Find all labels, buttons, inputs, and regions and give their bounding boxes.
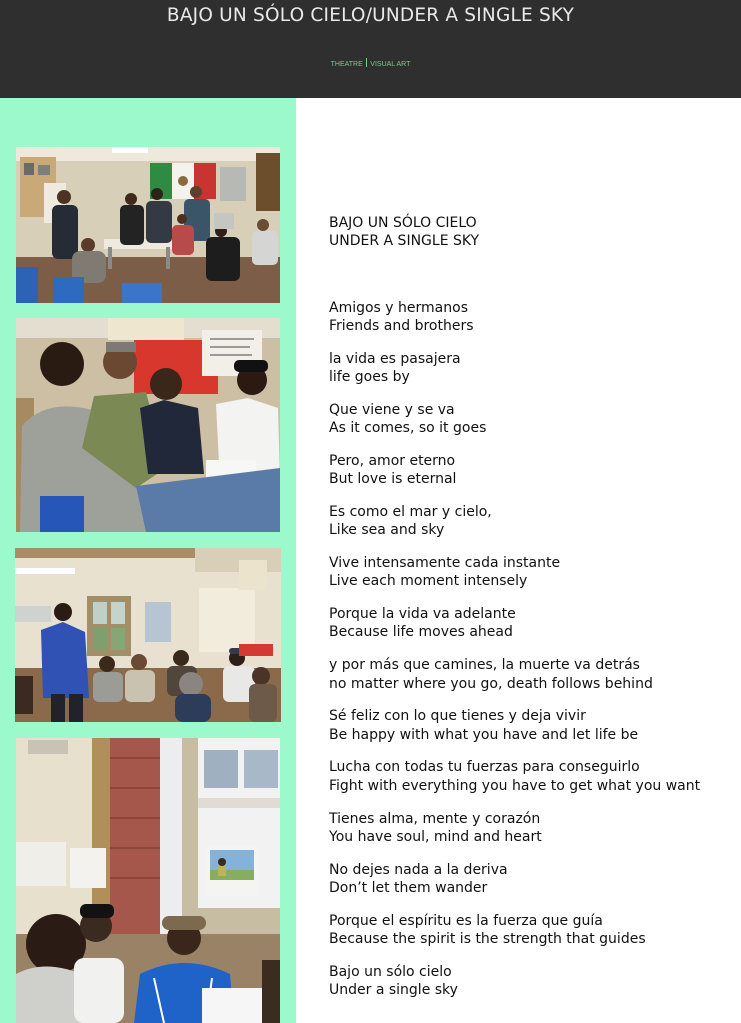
stanza: [329, 810, 709, 847]
poem-title-spanish: BAJO UN SÓLO CIELO: [329, 215, 477, 231]
stanza-line-spanish: Bajo un sólo cielo: [329, 963, 452, 980]
stanza: [329, 401, 709, 438]
stanza: [329, 758, 709, 795]
poem-title-english: UNDER A SINGLE SKY: [329, 233, 480, 250]
stanza-line-english: But love is eternal: [329, 471, 457, 488]
site-title: BAJO UN SÓLO CIELO/UNDER A SINGLE SKY: [166, 5, 575, 26]
gallery-photo-1[interactable]: [16, 147, 280, 303]
stanza-line-english: As it comes, so it goes: [329, 420, 487, 437]
stanza-line-spanish: Tienes alma, mente y corazón: [329, 810, 541, 827]
stanza-line-spanish: Porque el espíritu es la fuerza que guía: [329, 912, 603, 929]
photo-gallery: [0, 98, 296, 1023]
stanza: [329, 912, 709, 949]
stanza-line-spanish: la vida es pasajera: [329, 350, 461, 367]
stanza-line-english: Fight with everything you have to get what you want: [329, 777, 701, 794]
stanza-line-english: Because the spirit is the strength that guides: [329, 931, 646, 948]
stanza-line-spanish: Pero, amor eterno: [329, 452, 456, 469]
stanza-line-spanish: Amigos y hermanos: [329, 299, 468, 316]
stanza-line-english: no matter where you go, death follows behind: [329, 675, 653, 692]
stanza-line-spanish: Lucha con todas tu fuerzas para conseguirlo: [329, 759, 640, 776]
stanza: [329, 707, 709, 744]
stanza-line-english: You have soul, mind and heart: [329, 828, 542, 845]
stanza: [329, 861, 709, 898]
stanza-line-english: Live each moment intensely: [329, 573, 528, 590]
stanza-line-spanish: Sé feliz con lo que tienes y deja vivir: [329, 708, 586, 725]
poem-title: [329, 214, 709, 251]
gallery-photo-3[interactable]: [15, 548, 281, 722]
stanza-line-english: Friends and brothers: [329, 317, 474, 334]
stanza-line-english: Don’t let them wander: [329, 879, 488, 896]
stanza: [329, 605, 709, 642]
stanza-line-english: Under a single sky: [329, 982, 458, 999]
stanza: [329, 963, 709, 1000]
stanza-line-spanish: Porque la vida va adelante: [329, 606, 516, 623]
stanza: [329, 350, 709, 387]
stanza-line-spanish: Vive intensamente cada instante: [329, 555, 561, 572]
stanza: [329, 452, 709, 489]
poem: [329, 214, 709, 1014]
stanza-line-spanish: Que viene y se va: [329, 401, 455, 418]
top-nav: [0, 58, 741, 68]
stanza: [329, 656, 709, 693]
nav-link-theatre[interactable]: THEATRE: [330, 61, 363, 68]
stanza-line-spanish: No dejes nada a la deriva: [329, 861, 508, 878]
stanza: [329, 554, 709, 591]
site-header: [0, 0, 741, 98]
gallery-photo-2[interactable]: [16, 318, 280, 532]
stanza: [329, 299, 709, 336]
stanza-line-english: Like sea and sky: [329, 522, 445, 539]
stanza-line-english: Be happy with what you have and let life be: [329, 726, 639, 743]
gallery-photo-4[interactable]: [16, 738, 280, 1023]
nav-divider: [366, 58, 368, 67]
stanza-line-spanish: Es como el mar y cielo,: [329, 503, 492, 520]
nav-link-visual-art[interactable]: VISUAL ART: [370, 61, 411, 68]
stanza-line-spanish: y por más que camines, la muerte va detrás: [329, 657, 640, 674]
stanza-line-english: life goes by: [329, 368, 410, 385]
stanza-line-english: Because life moves ahead: [329, 624, 513, 641]
stanza: [329, 503, 709, 540]
